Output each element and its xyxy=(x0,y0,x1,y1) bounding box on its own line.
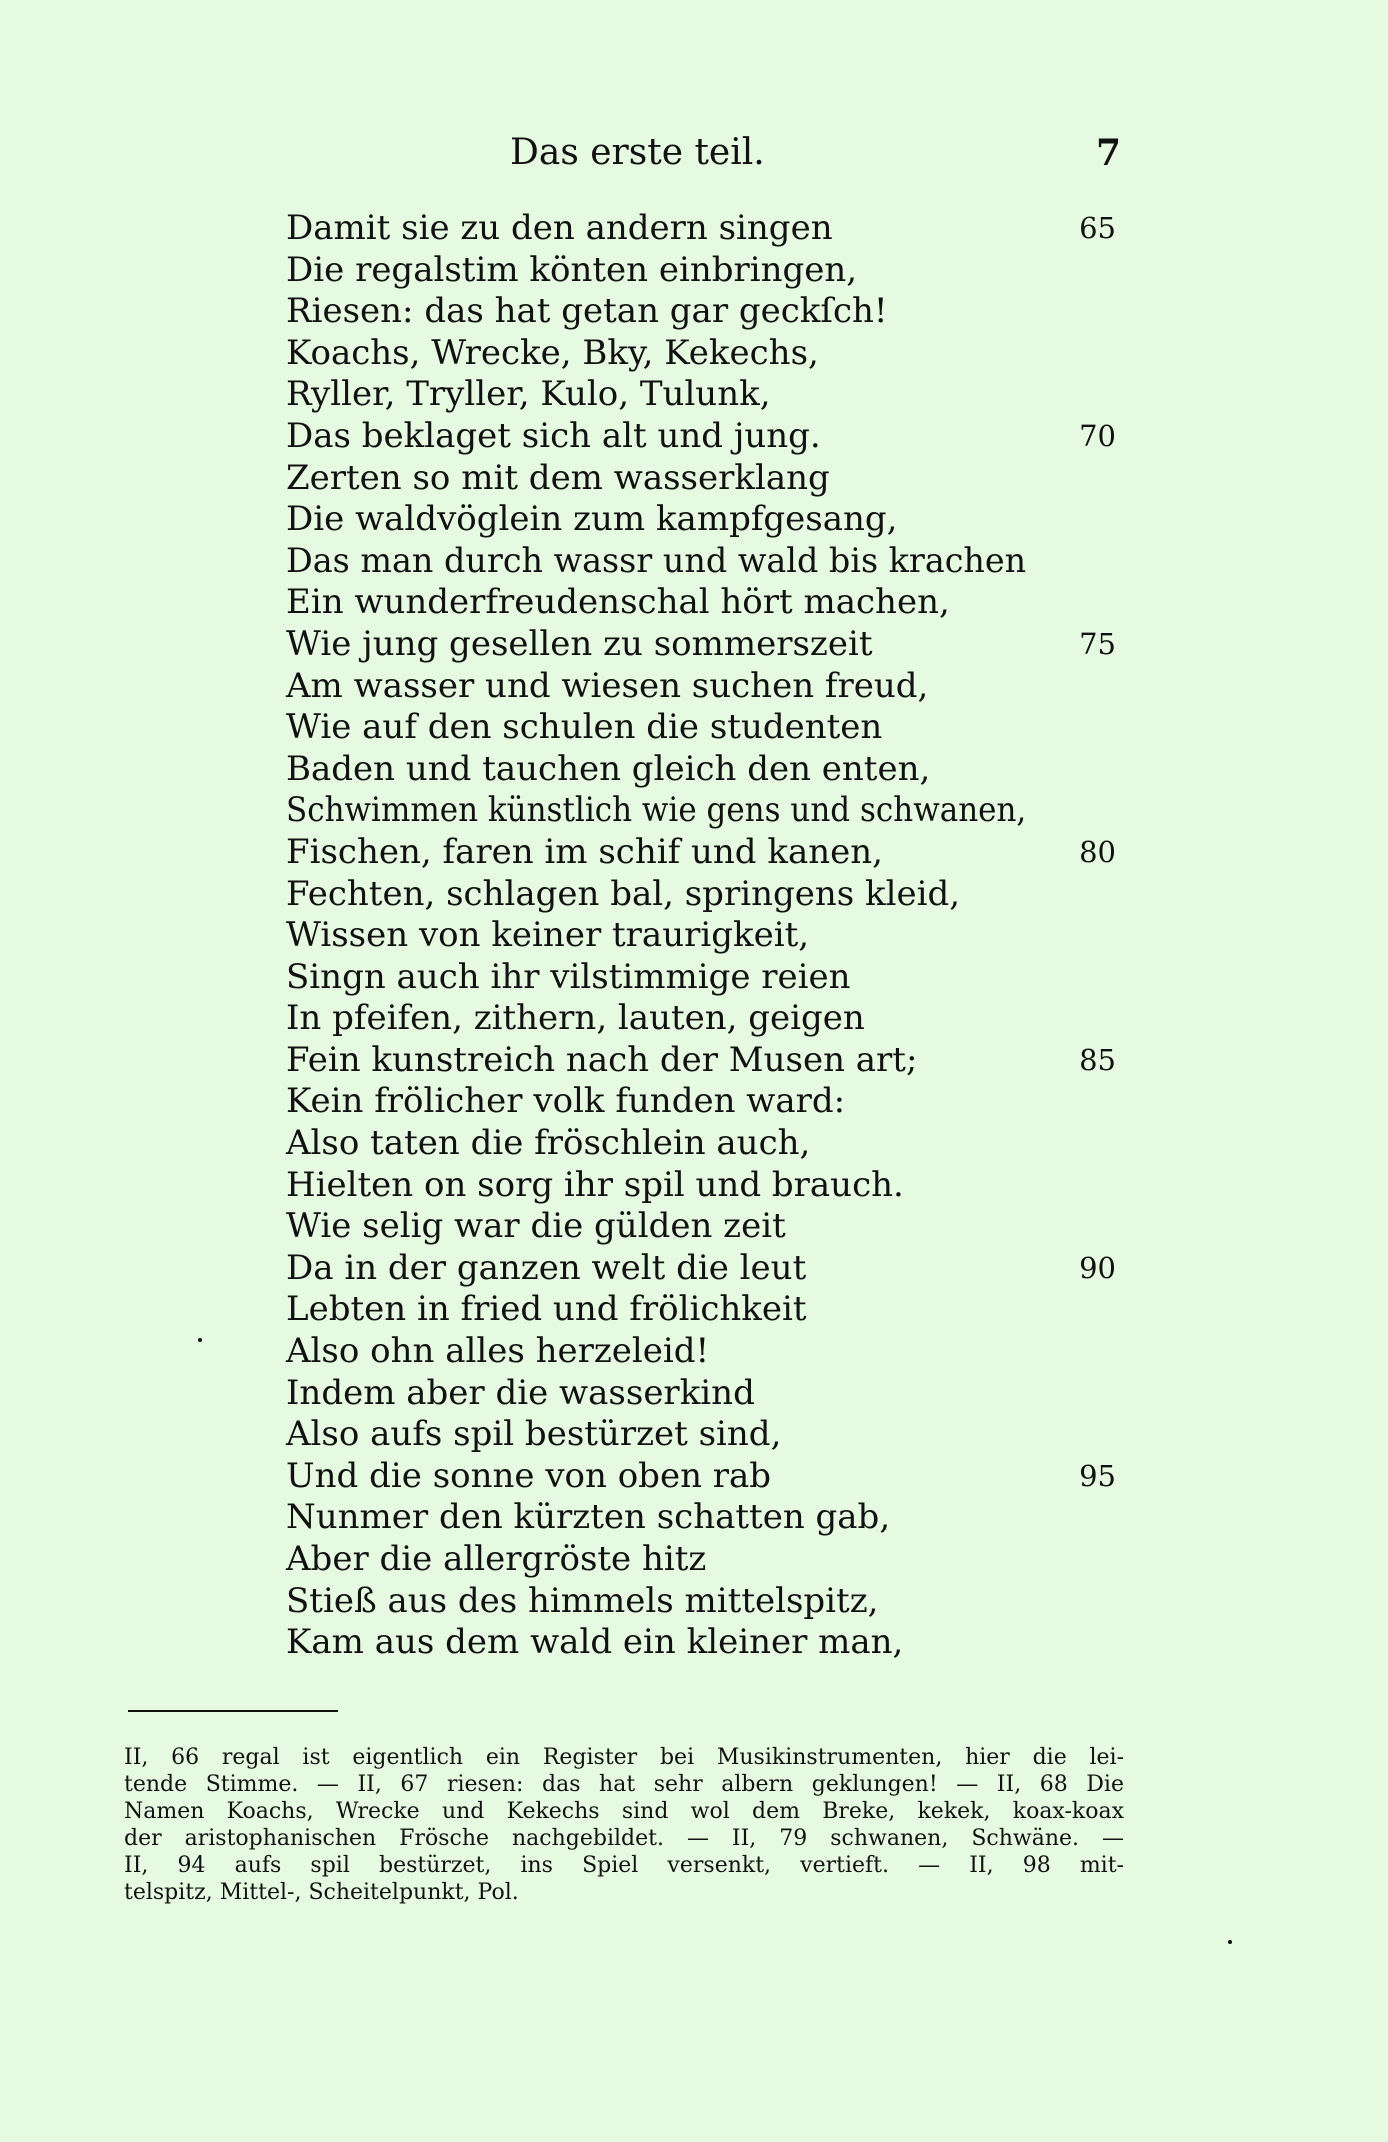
page-number: 7 xyxy=(1096,132,1122,174)
footnote-line: tende Stimme. — II, 67 riesen: das hat sehr albern geklungen! — II, 68 Die xyxy=(124,1772,1124,1797)
verse-line xyxy=(0,790,1388,832)
verse-line xyxy=(0,250,1388,292)
verse-line xyxy=(0,333,1388,375)
verse-line xyxy=(0,1497,1388,1539)
verse-line xyxy=(0,707,1388,749)
verse-text: Also taten die fröschlein auch, xyxy=(286,1123,811,1164)
footnote-line: Namen Koachs, Wrecke und Kekechs sind wol dem Breke, kekek, koax-koax xyxy=(124,1799,1124,1824)
verse-line xyxy=(0,624,1388,666)
verse-line xyxy=(0,1331,1388,1373)
verse-text: Die waldvöglein zum kampfgesang, xyxy=(286,499,898,540)
verse-line xyxy=(0,1289,1388,1331)
verse-text: Aber die allergröste hitz xyxy=(286,1539,707,1579)
verse-text: Wie jung gesellen zu sommerszeit xyxy=(286,623,873,664)
verse-text: Fein kunstreich nach der Musen art; xyxy=(286,1039,918,1080)
verse-line xyxy=(0,1165,1388,1207)
verse-line xyxy=(0,582,1388,624)
verse-text: Singn auch ihr vilstimmige reien xyxy=(286,956,851,997)
verse-line xyxy=(0,1622,1388,1664)
ink-speck xyxy=(1228,1940,1232,1944)
verse-line xyxy=(0,832,1388,874)
footnote-line: II, 94 aufs spil bestürzet, ins Spiel versenkt, vertieft. — II, 98 mit- xyxy=(124,1853,1124,1878)
verse-line xyxy=(0,374,1388,416)
verse-text: Zerten so mit dem wasserklang xyxy=(286,457,830,498)
verse-number: 70 xyxy=(1079,418,1116,453)
verse-line xyxy=(0,1373,1388,1415)
verse-number: 90 xyxy=(1079,1250,1116,1285)
verse-line xyxy=(0,291,1388,333)
verse-line xyxy=(0,416,1388,458)
verse-line xyxy=(0,1123,1388,1165)
verse-text: Wie selig war die gülden zeit xyxy=(286,1206,786,1247)
verse-line xyxy=(0,541,1388,583)
verse-line xyxy=(0,998,1388,1040)
verse-text: Schwimmen künstlich wie gens und schwanen, xyxy=(286,790,1027,831)
verse-line xyxy=(0,499,1388,541)
verse-text: Lebten in fried und frölichkeit xyxy=(286,1289,807,1330)
verse-line xyxy=(0,1581,1388,1623)
verse-text: Ein wunderfreudenschal hört machen, xyxy=(286,582,950,623)
verse-number: 85 xyxy=(1079,1042,1116,1077)
verse-text: Fechten, schlagen bal, springens kleid, xyxy=(286,873,961,914)
verse-text: Baden und tauchen gleich den enten, xyxy=(286,748,931,789)
verse-line xyxy=(0,1248,1388,1290)
verse-text: Also ohn alles herzeleid! xyxy=(286,1331,710,1372)
verse-line xyxy=(0,1040,1388,1082)
verse-text: Am wasser und wiesen suchen freud, xyxy=(286,665,929,706)
verse-text: Damit sie zu den andern singen xyxy=(286,208,833,248)
verse-text: Fischen, faren im schif und kanen, xyxy=(286,831,883,872)
verse-text: Das man durch wassr und wald bis krachen xyxy=(286,540,1027,581)
verse-text: Riesen: das hat getan gar geckſch! xyxy=(286,291,888,332)
running-head xyxy=(0,128,1388,178)
footnote-line: II, 66 regal ist eigentlich ein Register bei Musikinstrumenten, hier die lei- xyxy=(124,1745,1124,1770)
verse-text: Hielten on sorg ihr spil und brauch. xyxy=(286,1164,904,1205)
verse-line xyxy=(0,1456,1388,1498)
verse-text: Und die sonne von oben rab xyxy=(286,1455,772,1496)
verse-text: Die regalstim könten einbringen, xyxy=(286,249,858,290)
verse-line xyxy=(0,1539,1388,1581)
verse-text: Kein frölicher volk funden ward: xyxy=(286,1081,846,1122)
verse-number: 75 xyxy=(1079,626,1116,661)
verse-text: Nunmer den kürzten schatten gab, xyxy=(286,1497,891,1538)
verse-text: Koachs, Wrecke, Bky, Kekechs, xyxy=(286,332,819,373)
verse-line xyxy=(0,1414,1388,1456)
verse-text: Indem aber die wasserkind xyxy=(286,1372,755,1413)
verse-text: Stieß aus des himmels mittelspitz, xyxy=(286,1580,879,1621)
ink-speck xyxy=(198,1338,202,1342)
footnote-line: telspitz, Mittel-, Scheitelpunkt, Pol. xyxy=(124,1880,519,1905)
verse-line xyxy=(0,458,1388,500)
footnote-line: der aristophanischen Frösche nachgebildet. — II, 79 schwanen, Schwäne. — xyxy=(124,1826,1124,1851)
verse-line xyxy=(0,1081,1388,1123)
verse-line xyxy=(0,957,1388,999)
verse-text: Wie auf den schulen die studenten xyxy=(286,707,883,748)
verse-text: Ryller, Tryller, Kulo, Tulunk, xyxy=(286,374,771,415)
footnote-rule xyxy=(128,1710,338,1712)
running-title: Das erste teil. xyxy=(510,132,765,173)
verse-number: 95 xyxy=(1079,1458,1116,1493)
verse-text: Also aufs spil bestürzet sind, xyxy=(286,1414,782,1455)
verse-number: 80 xyxy=(1079,834,1116,869)
verse-line xyxy=(0,666,1388,708)
verse-text: Kam aus dem wald ein kleiner man, xyxy=(286,1622,904,1663)
verse-line xyxy=(0,874,1388,916)
verse-line xyxy=(0,1206,1388,1248)
verse-text: In pfeifen, zithern, lauten, geigen xyxy=(286,998,865,1039)
verse-text: Das beklaget sich alt und jung. xyxy=(286,415,821,456)
verse-line xyxy=(0,915,1388,957)
verse-line xyxy=(0,208,1388,250)
footnotes xyxy=(124,1744,1124,1906)
verse-number: 65 xyxy=(1079,211,1116,245)
verse-block xyxy=(0,208,1388,1664)
verse-text: Da in der ganzen welt die leut xyxy=(286,1247,807,1288)
verse-text: Wissen von keiner traurigkeit, xyxy=(286,915,810,956)
verse-line xyxy=(0,749,1388,791)
